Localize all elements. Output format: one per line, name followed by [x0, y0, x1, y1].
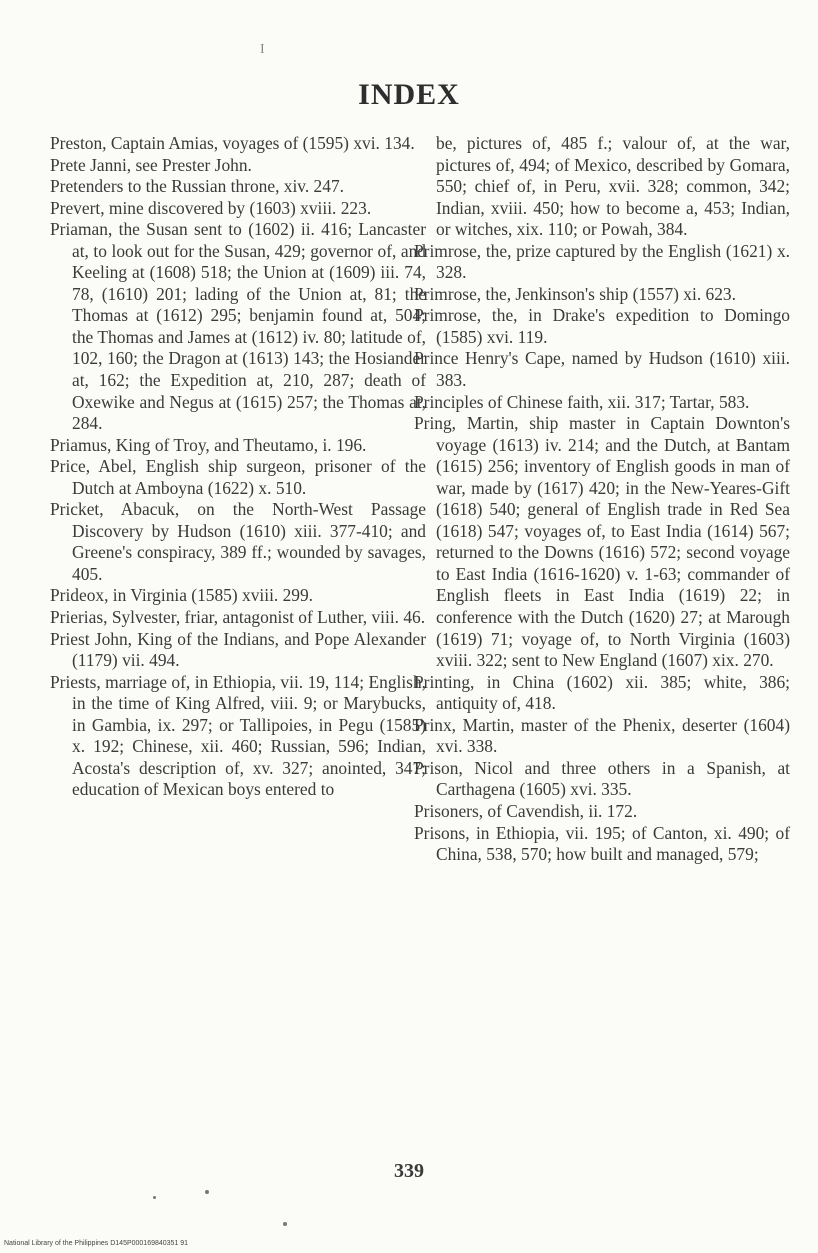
index-entry: Prisons, in Ethiopia, vii. 195; of Canton, xi. 490; of China, 538, 570; how built and managed, 579;: [414, 822, 790, 865]
scan-speck: [205, 1190, 209, 1194]
index-entry: Pricket, Abacuk, on the North-West Passage Discovery by Hudson (1610) xiii. 377-410; and Greene's conspiracy, 389 ff.; wounded by savages, 405.: [50, 499, 426, 584]
scan-speck: [283, 1222, 287, 1226]
index-entry: Principles of Chinese faith, xii. 317; Tartar, 583.: [414, 391, 750, 412]
page-number: 339: [394, 1160, 424, 1182]
index-entry: Prete Janni, see Prester John.: [50, 154, 252, 175]
index-entry: Priaman, the Susan sent to (1602) ii. 416; Lancaster at, to look out for the Susan, 429; governor of, and Keeling at (1608) 518; the Union at (1609) iii. 74, 78, (1610) 201; lading of the Union at, 81; the Thomas at (1612) 295; benjamin found at, 504; the Thomas and James at (1612) iv. 80; latitude of, 102, 160; the Dragon at (1613) 143; the Hosiander at, 162; the Expedition at, 210, 287; death of Oxewike and Negus at (1615) 257; the Thomas at, 284.: [50, 219, 426, 434]
index-entry: Priamus, King of Troy, and Theutamo, i. 196.: [50, 434, 367, 455]
index-entry: Preston, Captain Amias, voyages of (1595) xvi. 134.: [50, 133, 415, 153]
index-entry: Primrose, the, in Drake's expedition to Domingo (1585) xvi. 119.: [414, 305, 790, 347]
library-stamp: National Library of the Philippines D145P000169840351 91: [4, 1240, 189, 1247]
scan-speck: [153, 1196, 156, 1199]
index-entry: Primrose, the, Jenkinson's ship (1557) xi. 623.: [414, 283, 736, 304]
right-column: [414, 133, 790, 866]
index-entry: Prison, Nicol and three others in a Spanish, at Carthagena (1605) xvi. 335.: [414, 757, 790, 800]
index-entry: Prince Henry's Cape, named by Hudson (1610) xiii. 383.: [414, 348, 790, 391]
index-entry: Prierias, Sylvester, friar, antagonist of Luther, viii. 46.: [50, 607, 426, 628]
top-mark: I: [260, 42, 265, 57]
index-entry: Price, Abel, English ship surgeon, prisoner of the Dutch at Amboyna (1622) x. 510.: [50, 456, 426, 498]
index-entry: Prevert, mine discovered by (1603) xviii. 223.: [50, 197, 372, 218]
index-entry: Primrose, the, prize captured by the English (1621) x. 328.: [414, 240, 790, 283]
page-title: INDEX: [358, 78, 460, 111]
index-entry: Prideox, in Virginia (1585) xviii. 299.: [50, 585, 314, 606]
index-entry-continued: be, pictures of, 485 f.; valour of, at the war, pictures of, 494; of Mexico, described by Gomara, 550; chief of, in Peru, xvii. 328; common, 342; Indian, xviii. 450; how to become a, 453; Indian, or witches, xix. 110; or Powah, 384.: [436, 133, 790, 240]
index-entry: Pring, Martin, ship master in Captain Downton's voyage (1613) iv. 214; and the Dutch, at Bantam (1615) 256; inventory of English goods in man of war, made by (1617) 420; in the New-Yeares-Gift (1618) 540; general of English trade in Red Sea (1618) 547; voyages of, to East India (1614) 567; returned to the Downs (1616) 572; second voyage to East India (1616-1620) v. 1-63; commander of English fleets in East India (1619) 22; in conference with the Dutch (1620) 27; at Marough (1619) 71; voyage of, to North Virginia (1603) xviii. 322; sent to New England (1607) xix. 270.: [414, 413, 790, 671]
index-entry: Pretenders to the Russian throne, xiv. 247.: [50, 176, 344, 197]
index-entry: Prinx, Martin, master of the Phenix, deserter (1604) xvi. 338.: [414, 714, 790, 757]
index-entry: Priests, marriage of, in Ethiopia, vii. 19, 114; English, in the time of King Alfred, viii. 9; or Marybucks, in Gambia, ix. 297; or Tallipoies, in Pegu (1585) x. 192; Chinese, xii. 460; Russian, 596; Indian, Acosta's description of, xv. 327; anointed, 347; education of Mexican boys entered to: [50, 671, 426, 800]
index-entry: Priest John, King of the Indians, and Pope Alexander (1179) vii. 494.: [50, 628, 426, 671]
index-entry: Prisoners, of Cavendish, ii. 172.: [414, 800, 638, 821]
left-column: [50, 133, 426, 801]
index-entry: Printing, in China (1602) xii. 385; white, 386; antiquity of, 418.: [414, 671, 790, 714]
